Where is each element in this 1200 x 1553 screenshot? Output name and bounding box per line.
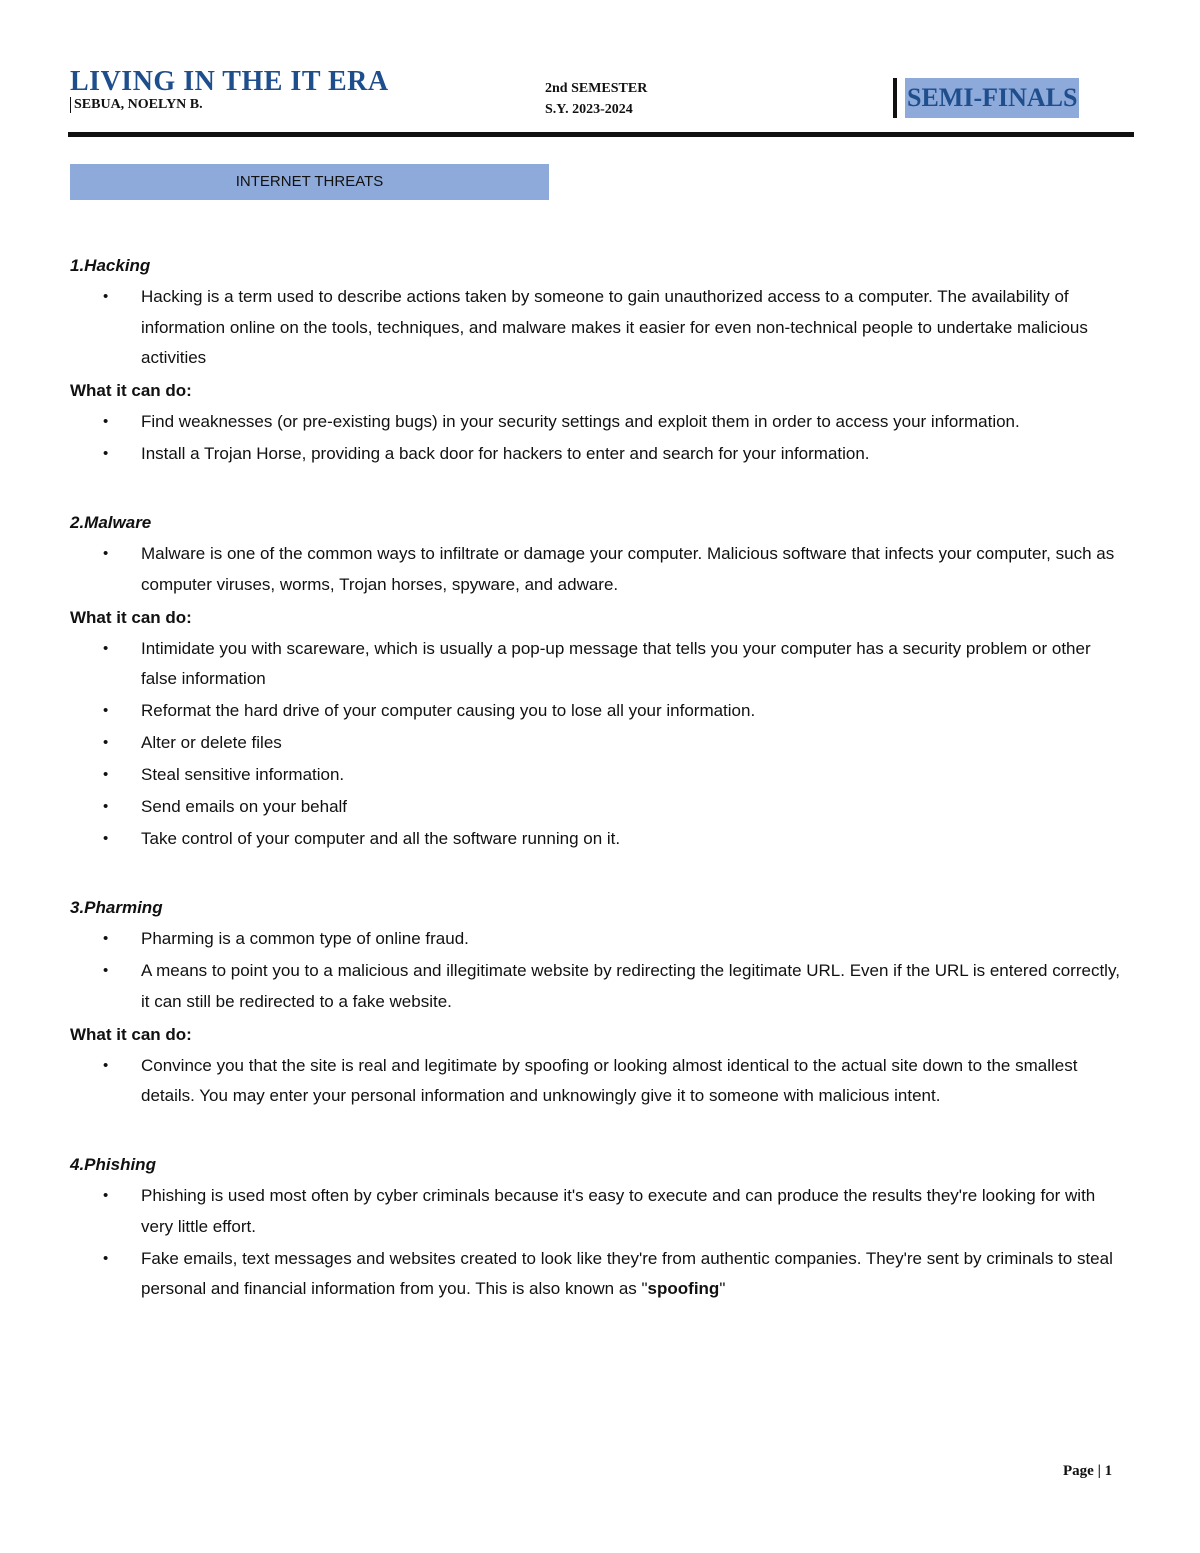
list-item-text: Pharming is a common type of online fraud. [141,929,469,948]
can-do-heading: What it can do: [70,381,192,400]
intro-list [70,282,1130,374]
section-title: 2.Malware [70,513,152,532]
list-item-text: Install a Trojan Horse, providing a back door for hackers to enter and search for your information. [141,444,870,463]
intro-list [70,1181,1130,1305]
list-item [70,634,1130,695]
bullet-icon: • [103,288,109,305]
bullet-icon: • [103,413,109,430]
list-item-text: Phishing is used most often by cyber criminals because it's easy to execute and can produce the results they're looking for with very little effort. [141,1186,1096,1236]
list-item [70,1051,1130,1112]
author-name: SEBUA, NOELYN B. [70,97,203,113]
semester-info [545,78,647,120]
bullet-icon: • [103,930,109,947]
section-heading-bar: INTERNET THREATS [70,164,549,200]
list-item [70,439,1130,470]
list-item [70,282,1130,374]
term-badge-container [893,78,1079,118]
document-title: LIVING IN THE IT ERA [70,66,389,97]
list-item [70,696,1130,727]
list-item [70,539,1130,600]
bullet-icon: • [103,830,109,847]
list-item-text: Send emails on your behalf [141,797,348,816]
can-do-list [70,1051,1130,1112]
bullet-icon: • [103,445,109,462]
document-body [70,250,1130,1306]
section-pharming [70,892,1130,1112]
can-do-list [70,634,1130,855]
list-item [70,728,1130,759]
emphasis-term: spoofing [647,1279,720,1298]
bullet-icon: • [103,798,109,815]
section-spacer [70,856,1130,892]
list-item [70,1244,1130,1305]
bullet-icon: • [103,962,109,979]
section-title: 1.Hacking [70,256,151,275]
list-item [70,824,1130,855]
quote-open: " [641,1279,648,1298]
bullet-icon: • [103,639,109,657]
bullet-icon: • [103,1056,109,1074]
bullet-icon: • [103,766,109,783]
intro-list [70,924,1130,1017]
section-title: 4.Phishing [70,1155,156,1174]
school-year-label: S.Y. 2023-2024 [545,102,633,117]
list-item [70,924,1130,955]
section-spacer [70,1113,1130,1149]
can-do-heading: What it can do: [70,1024,192,1044]
list-item-text: Convince you that the site is real and legitimate by spoofing or looking almost identical to the actual site down to the smallest details. You may enter your personal information and unknowingly give it to someone with malicious intent. [141,1055,1078,1105]
section-title: 3.Pharming [70,898,163,917]
bullet-icon: • [103,702,109,719]
term-badge: SEMI-FINALS [905,78,1079,118]
bullet-icon: • [103,1249,109,1267]
bullet-icon: • [103,545,109,562]
section-phishing [70,1149,1130,1305]
list-item-text: Take control of your computer and all the software running on it. [141,829,621,848]
list-item-text: Fake emails, text messages and websites created to look like they're from authentic companies. They're sent by criminals to steal personal and financial information from you. This is also known as [141,1248,1113,1298]
section-hacking [70,250,1130,470]
list-item-text: Reformat the hard drive of your computer causing you to lose all your information. [141,701,756,720]
list-item [70,760,1130,791]
header-divider [68,132,1134,137]
list-item-text: A means to point you to a malicious and illegitimate website by redirecting the legitimate URL. Even if the URL is entered correctly, it can still be redirected to a fake website. [141,961,1120,1011]
list-item-text: Steal sensitive information. [141,765,345,784]
list-item-text: Find weaknesses (or pre-existing bugs) in your security settings and exploit them in order to access your information. [141,412,1020,431]
section-spacer [70,471,1130,507]
semester-label: 2nd SEMESTER [545,81,648,96]
page-number: Page | 1 [1063,1463,1113,1479]
list-item [70,792,1130,823]
list-item [70,1181,1130,1242]
can-do-list [70,407,1130,470]
list-item-text: Malware is one of the common ways to infiltrate or damage your computer. Malicious software that infects your computer, such as computer viruses, worms, Trojan horses, spyware, and adware. [141,544,1115,594]
list-item-text: Intimidate you with scareware, which is usually a pop-up message that tells you your computer has a security problem or other false information [141,638,1091,688]
list-item [70,407,1130,438]
list-item-text: Alter or delete files [141,733,282,752]
quote-close: " [719,1279,726,1298]
list-item-text: Hacking is a term used to describe actions taken by someone to gain unauthorized access to a computer. The availability of information online on the tools, techniques, and malware makes it easier for even non-technical people to undertake malicious activities [141,287,1088,367]
can-do-heading: What it can do: [70,607,192,627]
intro-list [70,539,1130,600]
list-item [70,956,1130,1017]
bullet-icon: • [103,734,109,751]
section-malware [70,507,1130,855]
bullet-icon: • [103,1187,109,1204]
